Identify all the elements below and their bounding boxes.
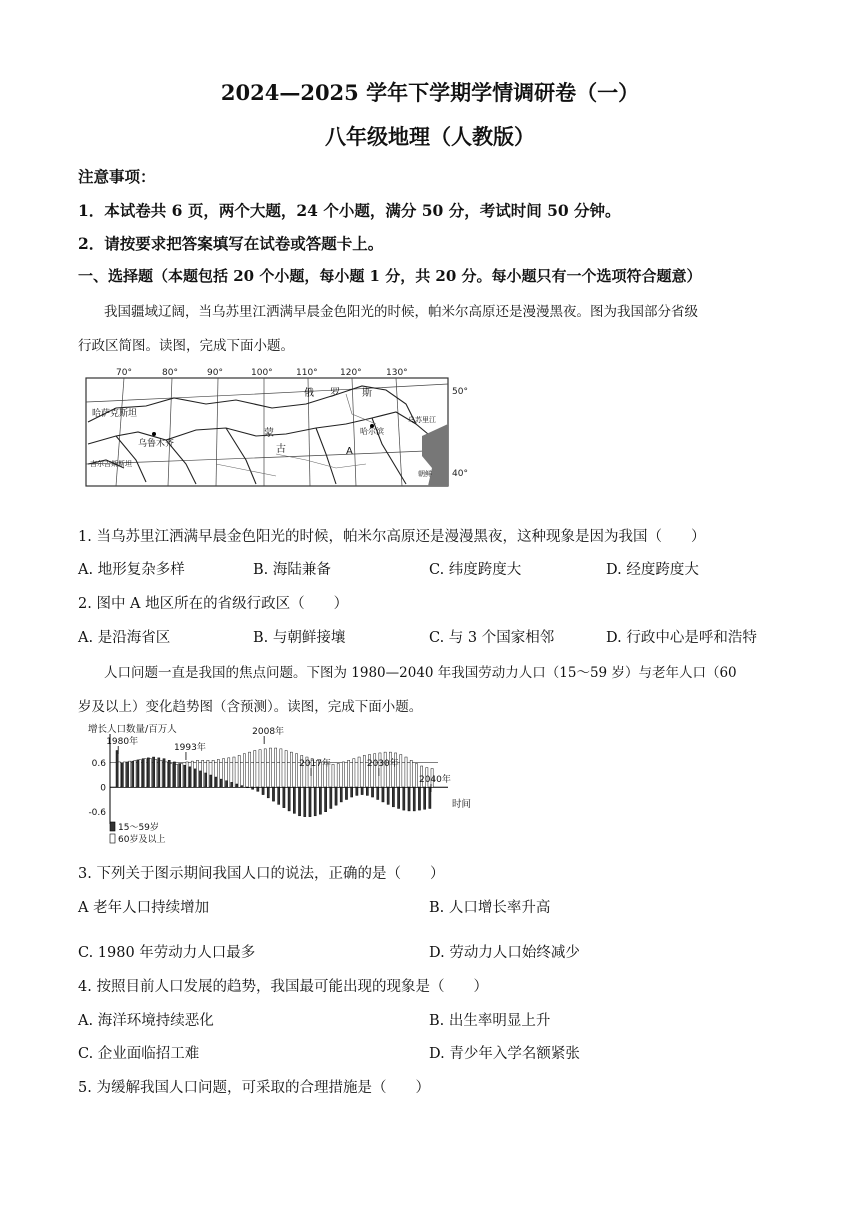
intro-text-1b: 行政区简图。读图，完成下面小题。 [78, 338, 294, 354]
question-4-option-d[interactable]: D. 青少年入学名额紧张 [429, 1046, 580, 1062]
bar-elderly [275, 748, 277, 787]
bar-working-age [361, 787, 363, 794]
map-label-mongolia-1: 蒙 [264, 428, 274, 439]
map-label-a: A [346, 446, 353, 457]
map-label-russia-3: 斯 [362, 388, 372, 399]
bar-working-age [340, 787, 342, 802]
bar-elderly [342, 762, 344, 787]
bar-elderly [254, 751, 256, 788]
question-1-option-a[interactable]: A. 地形复杂多样 [78, 562, 185, 578]
legend-swatch-elderly [110, 834, 115, 843]
bar-working-age [298, 787, 300, 816]
bar-elderly [160, 760, 162, 787]
bar-working-age [382, 787, 384, 802]
bar-working-age [356, 787, 358, 795]
page-title: 2024—2025 学年下学期学情调研卷（一） [220, 80, 640, 105]
bar-working-age [163, 759, 165, 788]
bar-working-age [371, 787, 373, 797]
question-3-option-c[interactable]: C. 1980 年劳动力人口最多 [78, 945, 256, 961]
question-3-option-d[interactable]: D. 劳动力人口始终减少 [429, 945, 580, 961]
chart-annotation-label: 2030年 [366, 759, 399, 769]
legend-label-elderly: 60岁及以上 [118, 835, 166, 845]
question-1-option-b[interactable]: B. 海陆兼备 [253, 562, 331, 578]
chart-ytick-label: 0.6 [91, 758, 106, 769]
bar-elderly [217, 759, 219, 787]
bar-working-age [241, 786, 243, 788]
bar-working-age [137, 760, 139, 787]
page-subtitle: 八年级地理（人教版） [325, 124, 535, 149]
bar-elderly [269, 748, 271, 787]
bar-working-age [210, 775, 212, 787]
bar-working-age [220, 779, 222, 787]
bar-working-age [314, 787, 316, 816]
population-chart [76, 720, 476, 848]
bar-working-age [351, 787, 353, 797]
bar-elderly [410, 760, 412, 787]
lon-label-80: 80° [162, 368, 178, 378]
bar-working-age [387, 787, 389, 804]
chart-annotation-label: 2040年 [418, 775, 451, 785]
bar-working-age [246, 787, 248, 788]
question-4-stem: 4. 按照目前人口发展的趋势，我国最可能出现的现象是（ ） [78, 979, 488, 995]
lon-label-70: 70° [116, 368, 132, 378]
bar-working-age [252, 787, 254, 789]
question-3-option-b[interactable]: B. 人口增长率升高 [429, 900, 551, 916]
map-label-kazakhstan: 哈萨克斯坦 [92, 409, 138, 419]
chart-annotation-label: 1980年 [106, 737, 139, 747]
map-label-russia-1: 俄 [304, 388, 314, 399]
bar-elderly [228, 758, 230, 787]
bar-working-age [309, 787, 311, 816]
bar-elderly [202, 760, 204, 787]
bar-working-age [293, 787, 295, 813]
bar-elderly [259, 750, 261, 788]
section-heading: 一、选择题（本题包括 20 个小题，每小题 1 分，共 20 分。每小题只有一个选项符合题意） [78, 267, 702, 285]
bar-working-age [408, 787, 410, 811]
question-1-stem: 1. 当乌苏里江洒满早晨金色阳光的时候，帕米尔高原还是漫漫黑夜，这种现象是因为我国（ ） [78, 529, 706, 545]
question-3-stem: 3. 下列关于图示期间我国人口的说法，正确的是（ ） [78, 866, 445, 882]
bar-working-age [158, 758, 160, 787]
bar-elderly [207, 760, 209, 787]
question-2-option-c[interactable]: C. 与 3 个国家相邻 [429, 630, 555, 646]
question-1-option-c[interactable]: C. 纬度跨度大 [429, 562, 522, 578]
question-5-stem: 5. 为缓解我国人口问题，可采取的合理措施是（ ） [78, 1080, 430, 1096]
legend-swatch-working [110, 822, 115, 831]
question-2-option-b[interactable]: B. 与朝鲜接壤 [253, 630, 346, 646]
bar-elderly [233, 757, 235, 787]
bar-elderly [280, 749, 282, 787]
bar-working-age [152, 757, 154, 787]
bar-elderly [139, 759, 141, 787]
chart-annotation-label: 1993年 [173, 743, 206, 753]
bar-working-age [236, 784, 238, 787]
bar-elderly [165, 762, 167, 787]
chart-annotation-label: 2017年 [299, 759, 331, 769]
bar-elderly [181, 764, 183, 788]
bar-working-age [121, 763, 123, 788]
bar-working-age [179, 764, 181, 788]
lon-label-100: 100° [251, 368, 273, 378]
chart-xlabel: 时间 [452, 799, 472, 810]
bar-working-age [173, 762, 175, 787]
question-2-option-a[interactable]: A. 是沿海省区 [78, 630, 171, 646]
bar-elderly [118, 762, 120, 787]
bar-elderly [249, 752, 251, 787]
lon-label-90: 90° [207, 368, 223, 378]
question-2-stem: 2. 图中 A 地区所在的省级行政区（ ） [78, 596, 349, 612]
bar-working-age [278, 787, 280, 804]
notice-item-1: 1．本试卷共 6 页，两个大题，24 个小题，满分 50 分，考试时间 50 分钟。 [78, 201, 621, 220]
bar-elderly [290, 752, 292, 787]
lat-label-40: 40° [452, 469, 468, 479]
intro-text-2a: 人口问题一直是我国的焦点问题。下图为 1980—2040 年我国劳动力人口（15～59 岁）与老年人口（60 [104, 665, 737, 681]
bar-working-age [194, 769, 196, 787]
bar-elderly [384, 752, 386, 787]
bar-working-age [184, 765, 186, 787]
question-4-option-a[interactable]: A. 海洋环境持续恶化 [78, 1013, 214, 1029]
lon-label-130: 130° [386, 368, 408, 378]
map-label-mongolia-2: 古 [276, 444, 286, 455]
bar-working-age [413, 787, 415, 811]
bar-elderly [353, 759, 355, 788]
bar-working-age [345, 787, 347, 799]
bar-working-age [319, 787, 321, 814]
lon-label-120: 120° [340, 368, 362, 378]
bar-working-age [267, 787, 269, 798]
bar-working-age [132, 761, 134, 787]
bar-elderly [186, 762, 188, 787]
bar-elderly [264, 749, 266, 787]
bar-elderly [415, 764, 417, 788]
bar-elderly [144, 759, 146, 788]
bar-working-age [168, 760, 170, 787]
bar-elderly [238, 755, 240, 787]
lat-label-50: 50° [452, 387, 468, 397]
bar-working-age [325, 787, 327, 812]
bar-elderly [123, 762, 125, 787]
bar-working-age [418, 787, 420, 810]
chart-ytick-label: 0 [100, 783, 106, 794]
bar-working-age [231, 782, 233, 787]
bar-working-age [225, 781, 227, 788]
bar-working-age [199, 771, 201, 787]
bar-elderly [405, 757, 407, 787]
map-label-korea: 朝鲜 [418, 470, 432, 478]
bar-elderly [155, 759, 157, 787]
bar-working-age [377, 787, 379, 799]
bar-elderly [348, 760, 350, 787]
bar-elderly [129, 761, 131, 787]
bar-working-age [288, 787, 290, 811]
legend-label-working: 15～59岁 [118, 823, 159, 833]
notice-item-2: 2．请按要求把答案填写在试卷或答题卡上。 [78, 234, 384, 253]
bar-working-age [283, 787, 285, 807]
bar-working-age [126, 762, 128, 787]
bar-working-age [272, 787, 274, 801]
intro-text-2b: 岁及以上）变化趋势图（含预测）。读图，完成下面小题。 [78, 699, 423, 715]
bar-elderly [358, 757, 360, 787]
map-label-wusuli: 乌苏里江 [408, 416, 436, 424]
map-label-kyrgyzstan: 吉尔吉斯斯坦 [90, 460, 132, 468]
bar-working-age [116, 751, 118, 788]
bar-working-age [257, 787, 259, 791]
bar-working-age [398, 787, 400, 808]
bar-working-age [304, 787, 306, 816]
bar-elderly [332, 764, 334, 787]
bar-elderly [149, 759, 151, 788]
bar-working-age [366, 787, 368, 795]
question-3-option-a[interactable]: A 老年人口持续增加 [78, 900, 210, 916]
question-4-option-b[interactable]: B. 出生率明显上升 [429, 1013, 551, 1029]
bar-elderly [222, 759, 224, 788]
bar-elderly [295, 754, 297, 787]
province-map [76, 364, 471, 489]
bar-working-age [215, 777, 217, 787]
bar-working-age [392, 787, 394, 807]
bar-elderly [134, 760, 136, 787]
question-2-option-d[interactable]: D. 行政中心是呼和浩特 [606, 630, 757, 646]
map-label-russia-2: 罗 [330, 388, 340, 399]
bar-working-age [262, 787, 264, 794]
bar-working-age [424, 787, 426, 809]
chart-ytick-label: -0.6 [88, 807, 106, 818]
intro-text-1a: 我国疆域辽阔，当乌苏里江洒满早晨金色阳光的时候，帕米尔高原还是漫漫黑夜。图为我国部分省级 [104, 304, 698, 320]
map-label-harbin: 哈尔滨 [360, 427, 384, 436]
bar-working-age [335, 787, 337, 805]
bar-elderly [243, 754, 245, 787]
bar-working-age [142, 759, 144, 788]
bar-elderly [285, 751, 287, 788]
chart-ylabel: 增长人口数量/百万人 [88, 724, 177, 735]
question-4-option-c[interactable]: C. 企业面临招工难 [78, 1046, 200, 1062]
bar-elderly [400, 755, 402, 788]
map-label-urumqi: 乌鲁木齐 [138, 439, 175, 449]
bar-working-age [189, 767, 191, 787]
bar-elderly [196, 760, 198, 787]
question-1-option-d[interactable]: D. 经度跨度大 [606, 562, 699, 578]
lon-label-110: 110° [296, 368, 318, 378]
bar-elderly [176, 764, 178, 787]
chart-annotation-label: 2008年 [252, 727, 285, 737]
bar-elderly [170, 764, 172, 788]
bar-working-age [147, 758, 149, 787]
bar-elderly [212, 760, 214, 787]
bar-elderly [363, 755, 365, 787]
bar-elderly [191, 761, 193, 787]
bar-elderly [337, 764, 339, 788]
notice-heading: 注意事项： [78, 167, 156, 186]
bar-elderly [389, 752, 391, 787]
bar-working-age [403, 787, 405, 810]
bar-working-age [205, 773, 207, 787]
bar-working-age [330, 787, 332, 808]
